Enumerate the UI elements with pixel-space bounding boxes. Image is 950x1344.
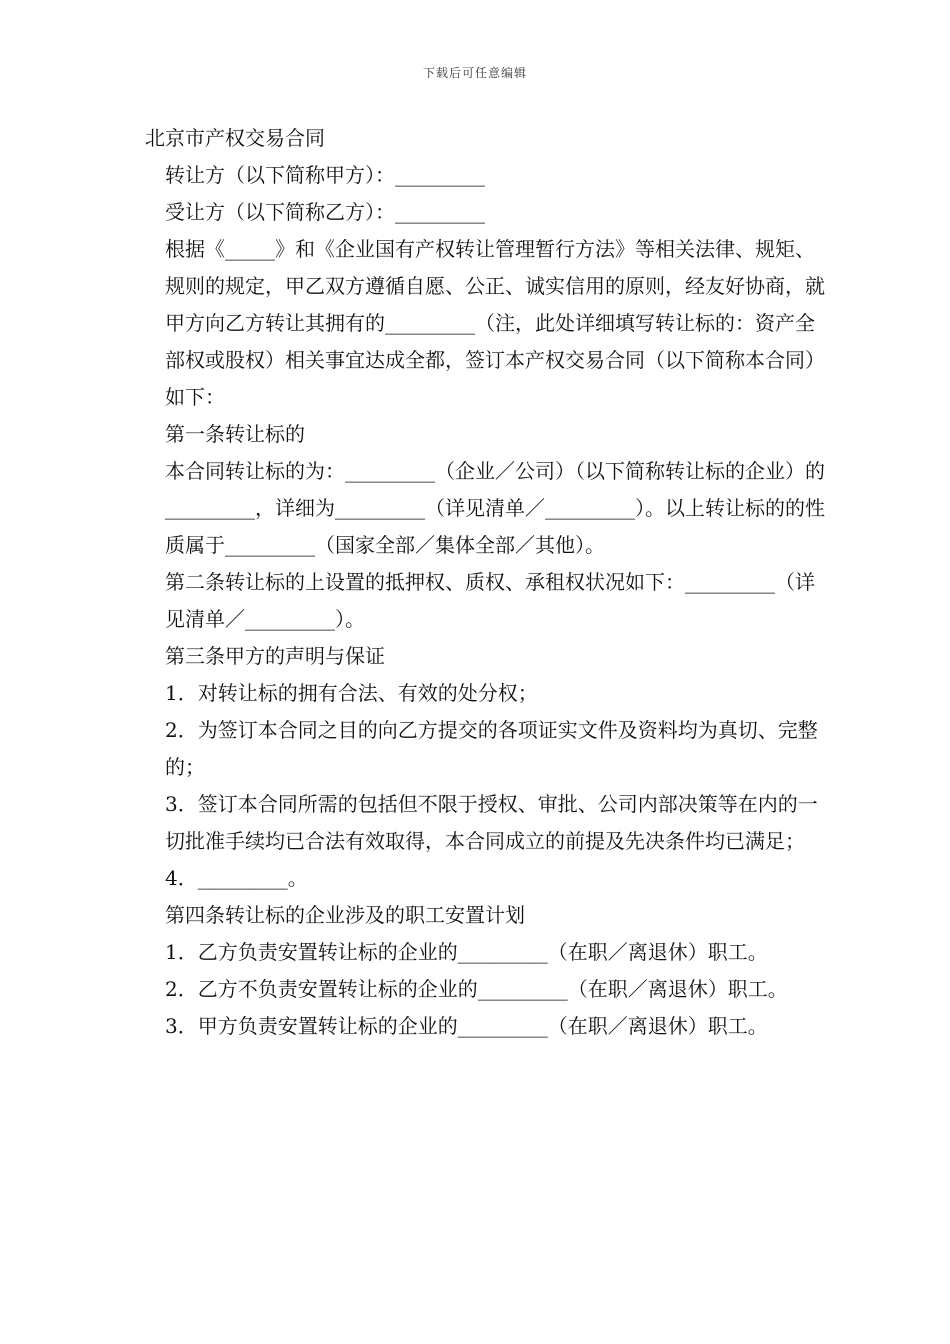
article-1-body: 本合同转让标的为：_________（企业／公司）（以下简称转让标的企业）的_________，详细为_________（详见清单／_________）。以上转让标的的性质属于_________（国家全部／集体全部／其他）。: [165, 459, 825, 557]
document-title: 北京市产权交易合同: [145, 126, 325, 150]
article-3-item-1: 1．对转让标的拥有合法、有效的处分权；: [165, 681, 538, 705]
article-2-body: 第二条转让标的上设置的抵押权、质权、承租权状况如下：_________（详见清单／_________）。: [165, 570, 815, 631]
article-4-item-1: 1．乙方负责安置转让标的企业的_________（在职／离退休）职工。: [165, 940, 768, 964]
article-3-item-4: 4．_________。: [165, 866, 308, 890]
article-4-item-2: 2．乙方不负责安置转让标的企业的_________（在职／离退休）职工。: [165, 977, 788, 1001]
article-4-heading: 第四条转让标的企业涉及的职工安置计划: [165, 903, 525, 927]
article-1-heading: 第一条转让标的: [165, 422, 305, 446]
article-4-item-3: 3．甲方负责安置转让标的企业的_________（在职／离退休）职工。: [165, 1014, 768, 1038]
article-3-item-3: 3．签订本合同所需的包括但不限于授权、审批、公司内部决策等在内的一切批准手续均已合法有效取得，本合同成立的前提及先决条件均已满足；: [165, 792, 818, 853]
transferee-line: 受让方（以下简称乙方）：_________: [165, 200, 485, 224]
header-note: 下载后可任意编辑: [422, 66, 527, 80]
transferor-line: 转让方（以下简称甲方）：_________: [165, 163, 485, 187]
contract-document: [145, 120, 825, 1045]
article-3-item-2: 2．为签订本合同之目的向乙方提交的各项证实文件及资料均为真切、完整的；: [165, 718, 818, 779]
preamble-paragraph: 根据《_____》和《企业国有产权转让管理暂行方法》等相关法律、规矩、规则的规定，甲乙双方遵循自愿、公正、诚实信用的原则，经友好协商，就甲方向乙方转让其拥有的_________（注，此处详细填写转让标的：资产全部权或股权）相关事宜达成全都，签订本产权交易合同（以下简称本合同）如下：: [165, 237, 825, 409]
article-3-heading: 第三条甲方的声明与保证: [165, 644, 385, 668]
